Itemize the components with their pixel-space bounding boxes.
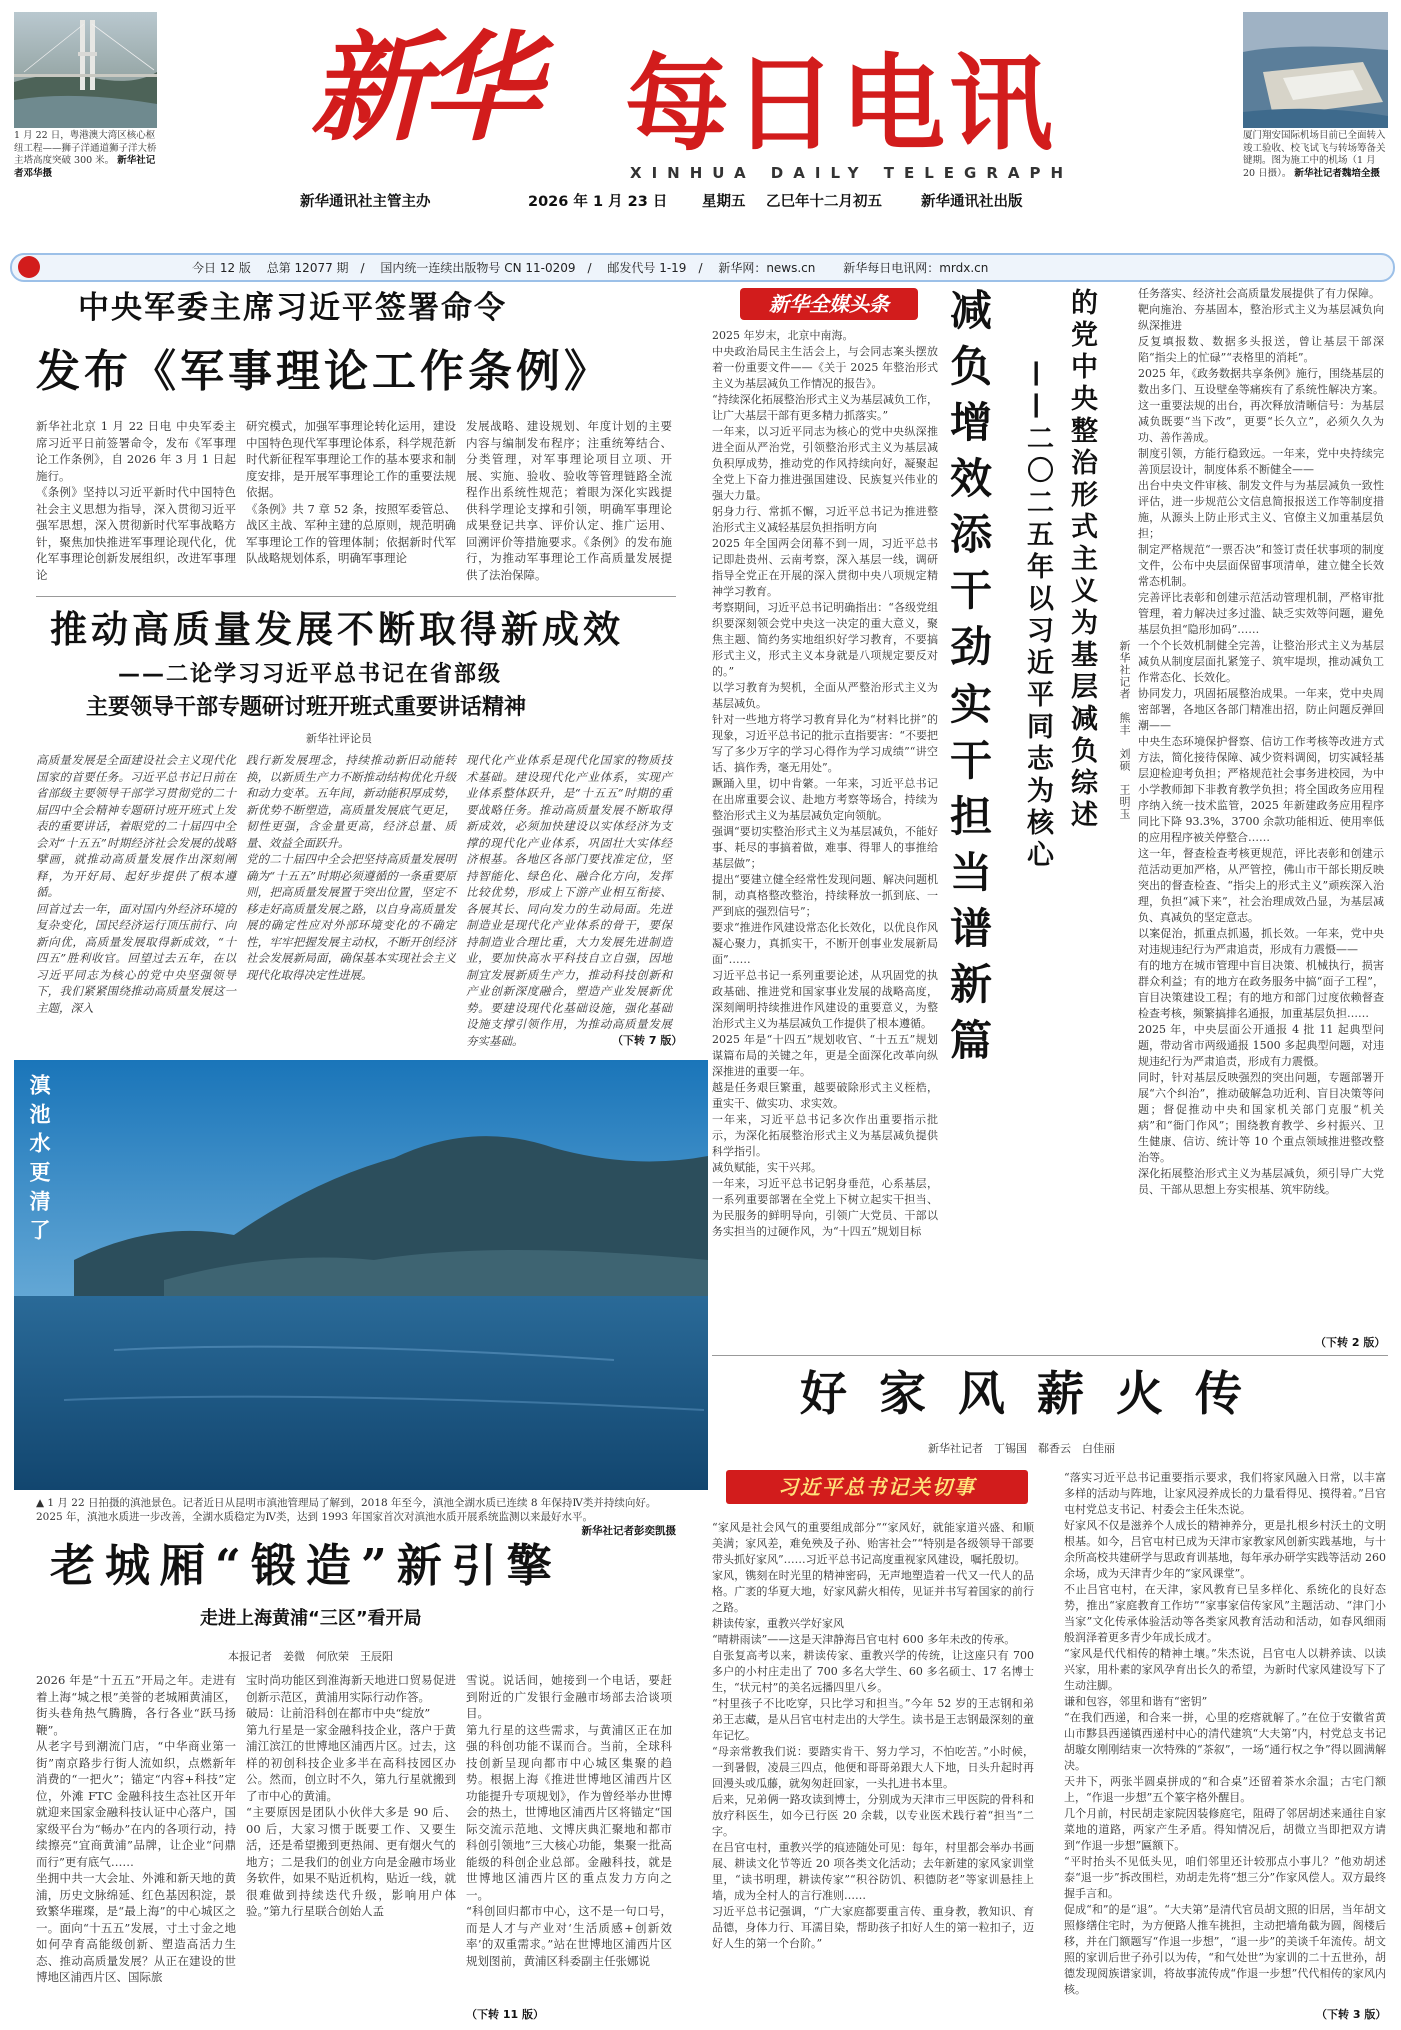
logo-script: 新华 xyxy=(310,18,535,157)
lunar-date: 乙巳年十二月初五 xyxy=(766,194,882,210)
masthead-right-caption: 厦门翔安国际机场目前已全面转入竣工验收、校飞试飞与转场筹备关键期。图为施工中的机场（1 月 20 日摄）。 新华社记者魏培全摄 xyxy=(1243,130,1386,179)
art4-col2: 任务落实、经济社会高质量发展提供了有力保障。 靶向施治、夯基固本，整治形式主义为基层减负向纵深推进 反复填报数、数据多头报送，曾让基层干部深陷“指尖上的忙碌”“表格里的消耗”。 2025 年，《政务数据共享条例》施行，围绕基层的数出多门、互设壁垒等痛疾有了系统性解决方案。这一重要法规的出台，再次释放清晰信号：为基层减负既要“当下改”，更要“长久立”，必须久久为功、善作善成。 制度引领，方能行稳致远。一年来，党中央持续完善顶层设计，制度体系不断健全—— 出台中央文件审核、制发文件与为基层减负一致性评估，进一步规范公文信息简报报送工作等制度措施，从源头上防止形式主义、官僚主义加重基层负担； 制定严格规范“一票否决”和签订责任状事项的制度文件，公布中央层面保留事项清单，建立健全长效常态机制。 完善评比表彰和创建示范活动管理机制，严格审批管理，着力解决过多过滥、缺乏实效等问题，避免基层负担“隐形加码”…… 一个个长效机制健全完善，让整治形式主义为基层减负从制度层面扎紧笼子、筑牢堤坝，推动减负工作常态化、长效化。 协同发力，巩固拓展整治成果。一年来，党中央周密部署，各地区各部门精准出招，防止问题反弹回潮—— 中央生态环境保护督察、信访工作考核等改进方式方法，简化接待保障、减少资料调阅，切实减轻基层迎检迎考负担；严格规范社会事务进校园，为中小学教师卸下非教育教学负担；将全国政务应用程序纳入统一技术监管，2025 年新建政务应用程序同比下降 93.3%，3700 余款功能相近、使用率低的应用程序被关停整合…… 这一年，督查检查考核更规范，评比表彰和创建示范活动更加严格，从严管控，佛山市干部长期反映突出的督查检查、“指尖上的形式主义”顽疾深入治理，负担“减下来”，社会治理成效凸显，为基层减负、真减负的坚定意志。 以案促治，抓重点抓遏，抓长效。一年来，党中央对违规违纪行为严肃追责，形成有力震慑—— 有的地方在城市管理中盲目决策、机械执行，损害群众利益；有的地方在政务服务中搞“面子工程”，盲目决策建设工程；有的地方和部门过度依赖督查检查考核，频繁搞排名通报，加重基层负担…… 2025 年，中央层面公开通报 4 批 11 起典型问题，带动省市两级通报 1500 多起典型问题，对违规违纪行为严肃追责，形成有力震慑。 同时，针对基层反映强烈的突出问题，专题部署开展“六个纠治”，推动破解急功近利、盲目决策等问题；督促推动中央和国家机关部门克服“机关病”和“衙门作风”；围绕教育教学、乡村振兴、卫生健康、信访、统计等 10 个重点领域推进整改整治等。 深化拓展整治形式主义为基层减负，须引导广大党员、干部从思想上夯实根基、筑牢防线。 xyxy=(1138,287,1384,1196)
info-total: 总第 12077 期 xyxy=(266,261,349,275)
logo-main: 每日电讯 xyxy=(625,43,1058,165)
masthead-right-credit: 新华社记者魏培全摄 xyxy=(1294,167,1380,179)
art4-col1: 2025 年岁末，北京中南海。 中央政治局民主生活会上，与会同志案头摆放着一份重要文件——《关于 2025 年整治形式主义为基层减负工作情况的报告》。 “持续深化拓展整治形式主义为基层减负工作，让广大基层干部有更多精力抓落实。” 一年来，以习近平同志为核心的党中央纵深推进全面从严治党，引领整治形式主义为基层减负积厚成势，推动党的作风持续向好，凝聚起全党上下奋力推进强国建设、民族复兴伟业的强大力量。 躬身力行、常抓不懈，习近平总书记为推进整治形式主义减轻基层负担指明方向 2025 年全国两会闭幕不到一周，习近平总书记即赴贵州、云南考察，深入基层一线，调研指导全党正在开展的深入贯彻中央八项规定精神学习教育。 考察期间，习近平总书记明确指出：“各级党组织要深刻领会党中央这一决定的重大意义，聚焦主题、简约务实地组织好学习教育，不要搞形式主义，形式主义本身就是八项规定要反对的。” 以学习教育为契机，全面从严整治形式主义为基层减负。 针对一些地方将学习教育异化为“材料比拼”的现象，习近平总书记的批示直指要害：“不要把写了多少万字的学习心得作为学习成绩”“讲空话、搞作秀，毫无用处”。 蹶踊入里，切中肯綮。一年来，习近平总书记在出席重要会议、赴地方考察等场合，持续为整治形式主义为基层减负定向领航。 强调“要切实整治形式主义为基层减负，不能好事、耗尽的事搞着做，难事、得罪人的事推给基层做”； 提出“要建立健全经常性发现问题、解决问题机制，动真格整改整治，持续释放一抓到底、一严到底的强烈信号”； 要求“推进作风建设常态化长效化，以优良作风凝心聚力，真抓实干，不断开创事业发展新局面”…… 习近平总书记一系列重要论述，从巩固党的执政基础、推进党和国家事业发展的战略高度，深刻阐明持续推进作风建设的重要意义，为整治形式主义为基层减负工作提供了根本遵循。 2025 年是“十四五”规划收官、“十五五”规划谋篇布局的关键之年，更是全面深化改革向纵深推进的重要一年。 越是任务艰巨繁重，越要破除形式主义桎梏，重实干、做实功、求实效。 一年来，习近平总书记多次作出重要指示批示，为深化拓展整治形式主义为基层减负提供科学指引。 减负赋能，实干兴邦。 一年来，习近平总书记躬身垂范，心系基层，一系列重要部署在全党上下树立起实干担当、为民服务的鲜明导向，引领广大党员、干部以务实担当的过硬作风，为“十四五”规划目标 xyxy=(712,329,938,1238)
info-post: 邮发代号 1-19 xyxy=(607,261,687,275)
photo-lake-credit: 新华社记者彭奕凯摄 xyxy=(581,1525,676,1537)
art5-tag: 习近平总书记关切事 xyxy=(726,1470,1028,1504)
masthead-left-caption: 1 月 22 日，粤港澳大湾区核心枢纽工程——狮子洋通道狮子洋大桥主塔高度突破 300 米。 新华社记者邓华摄 xyxy=(14,130,157,179)
art3-title: 老城厢“锻造”新引擎 xyxy=(50,1539,562,1592)
info-bar: 今日 12 版 总第 12077 期 / 国内统一连续出版物号 CN 11-0209 / 邮发代号 1-19 / 新华网：news.cn 新华每日电讯网：mrdx.cn xyxy=(10,253,1395,282)
art3-byline: 本报记者 姜微 何欣荣 王辰阳 xyxy=(228,1650,393,1663)
info-web-mrdx[interactable]: 新华每日电讯网：mrdx.cn xyxy=(843,261,989,275)
art2-subtitle2: 主要领导干部专题研讨班开班式重要讲话精神 xyxy=(86,695,527,720)
art5-col2: “落实习近平总书记重要指示要求，我们将家风融入日常，以丰富多样的活动与阵地，让家风浸养成长的力量看得见、摸得着。”吕官屯村党总支书记、村委会主任朱杰说。 好家风不仅是滋养个人成长的精神养分，更是扎根乡村沃土的文明根基。如今，吕官屯村已成为天津市家教家风创新实践基地，与十余所高校共建研学与思政育训基地，每年承办研学实践等活动 260 余场，成为天津青少年的“家风课堂”。 不止吕官屯村，在天津，家风教育已呈多样化、系统化的良好态势，推出“家庭教育工作坊”“家事家信传家风”主题活动、“津门小当家”文化传承体验活动等各类家风教育活动和活动，如春风细雨般润泽着更多青少年成长成才。 “家风是代代相传的精神土壤。”朱杰说，吕官屯人以耕养读、以读兴家，用朴素的家风孕育出长久的希望，为新时代家风建设写下了生动注脚。 谦和包容，邻里和谐有“密钥” “在我们西递，和合来一拼，心里的疙瘩就解了。”在位于安徽省黄山市黟县西递镇西递村中心的清代建筑“大夫第”内，村党总支书记胡璇女刚刚结束一次特殊的“茶叙”，一场“通行权之争”得以圆满解决。 天井下，两张半圆桌拼成的“和合桌”还留着茶水余温；古宅门额上，“作退一步想”五个篆字格外醒目。 几个月前，村民胡走家院因装修庭宅，阻碍了邻居胡述来通往自家菜地的道路，两家产生矛盾。得知情况后，胡微立当即把双方请到“作退一步想”匾额下。 “平时抬头不见低头见，咱们邻里还计较那点小事儿？”他劝胡述泰“退一步”拆改围栏，劝胡走先将“想三分”作家风偿人。双方最终握手言和。 促成“和”的是“退”。“大夫第”是清代官员胡文照的旧居，当年胡文照修缮住宅时，为方便路人推车挑担，主动把墙角截为圆，阁楼后移，并在门额题写“作退一步想”，“退一步”的美谈千年流传。胡文照的家训后世子孙引以为传，“和气处世”为家训的二十五世孙，胡德发现阅族谱家训，将故事流传成“作退一步想”代代相传的家风内核。 xyxy=(1064,1471,1386,1996)
masthead-photo-left xyxy=(14,12,157,128)
art1-kicker: 中央军委主席习近平签署命令 xyxy=(78,290,507,326)
art5-continued: （下转 3 版） xyxy=(1316,2008,1387,2021)
art5-col1: “家风是社会风气的重要组成部分”“家风好，就能家道兴盛、和顺美满；家风差，难免殃及子孙、贻害社会”“特别是各级领导干部要带头抓好家风”……习近平总书记高度重视家风建设，嘱托殷切。 家风，镌刻在时光里的精神密码，无声地塑造着一代又一代人的品格。广袤的华夏大地，好家风薪火相传，见证并书写着国家的前行之路。 耕读传家，重教兴学好家风 “晴耕雨读”——这是天津静海吕官屯村 600 多年未改的传承。 自张复高考以来，耕读传家、重教兴学的传统，让这座只有 700 多户的小村庄走出了 700 多名大学生、60 多名硕士、17 名博士生，“状元村”的美名远播四里八乡。 “村里孩子不比吃穿，只比学习和担当。”今年 52 岁的王志钢和弟弟王志藏，是从吕官屯村走出的大学生。读书是王志钢最深刻的童年记忆。 “母亲常教我们说：要踏实肯干、努力学习，不怕吃苦。”小时候，一到暑假，凌晨三四点，他便和哥哥弟跟大人下地，日头升起时再回漫头或瓜藤，就匆匆赶回家，一头扎进书本里。 后来，兄弟俩一路攻读到博士，分别成为天津市三甲医院的骨科和放疗科医生，如今已行医 20 余载，以专业医术践行着“担当”二字。 在吕官屯村，重教兴学的痕迹随处可见：每年，村里都会举办书画展、耕读文化节等近 20 项各类文化活动；去年新建的家风家训堂里，“读书明理，耕读传家”“积谷防饥、积德防老”等家训悬挂上墙，成为全村人的言行准则…… 习近平总书记强调，“广大家庭都要重言传、重身教，教知识、育品德，身体力行、耳濡目染，帮助孩子扣好人生的第一粒扣子，迈好人生的第一个台阶。” xyxy=(712,1521,1034,1950)
art2-continued: （下转 7 版） xyxy=(612,1034,683,1047)
art3-continued: （下转 11 版） xyxy=(466,2008,544,2021)
publisher-left: 新华通讯社主管主办 xyxy=(300,194,431,210)
masthead-logo xyxy=(300,18,1100,182)
art5-title: 好家风薪火传 xyxy=(800,1367,1274,1422)
photo-dianchi-lake xyxy=(14,1060,708,1490)
art1-col2: 研究模式，加强军事理论转化运用，建设中国特色现代军事理论体系，科学规范新时代新征程军事理论工作的基本要求和制度安排，是开展军事理论工作的重要法规依据。 《条例》共 7 章 52 条，按照军委管总、战区主战、军种主建的总原则，规范明确军事理论工作的管理体制；依据新时代军队战略规划体系，明确军事理论 xyxy=(246,419,456,565)
art2-title: 推动高质量发展不断取得新成效 xyxy=(50,607,624,651)
art3-subtitle: 走进上海黄浦“三区”看开局 xyxy=(200,1608,422,1629)
art4-subtitle-1: ——二〇二五年以习近平同志为核心 xyxy=(1022,360,1053,872)
issue-date: 2026 年 1 月 23 日 xyxy=(528,194,668,210)
art5-byline: 新华社记者 丁锡国 郗香云 白佳丽 xyxy=(928,1442,1115,1455)
art3-col1: 2026 年是“十五五”开局之年。走进有着上海“城之根”美誉的老城厢黄浦区，街头巷角热气腾腾，各行各业“跃马扬鞭”。 从老字号到潮流门店，“中华商业第一街”南京路步行街人流如织，点燃新年消费的“一把火”；锚定“内容+科技”定位，外滩 FTC 金融科技生态社区开年就迎来国家金融科技认证中心落户，国家级平台为“畅办”在内的各项行动，持续擦亮“宜商黄浦”品牌，让企业“问鼎而行”更有底气…… 坐拥中共一大会址、外滩和新天地的黄浦，历史文脉绵延、红色基因积淀，景致繁华璀璨，是“最上海”的中心城区之一。面向“十五五”发展，寸土寸金之地如何孕育高能级创新、塑造高活力生态、推动高质量发展？从正在建设的世博地区浦西片区、国际旅 xyxy=(36,1673,236,1984)
xinhua-emblem-icon xyxy=(18,256,40,278)
art4-reporter: 新华社记者 熊丰 刘硕 王明玉 xyxy=(1118,640,1131,820)
info-cn: 国内统一连续出版物号 CN 11-0209 xyxy=(380,261,576,275)
logo-english: XINHUA DAILY TELEGRAPH xyxy=(630,164,1074,182)
weekday: 星期五 xyxy=(702,194,746,210)
art3-col2: 宝时尚功能区到淮海新天地进口贸易促进创新示范区，黄浦用实际行动作答。 破局：让前沿科创在都市中央“绽放” 第九行星是一家金融科技企业，落户于黄浦江滨江的世博地区浦西片区。过去，这样的初创科技企业多半在高科技园区办公。然而，创立时不久，第九行星就搬到了市中心的黄浦。 “主要原因是团队小伙伴大多是 90 后、00 后，大家习惯于既要工作、又要生活，还是希望搬到更热闹、更有烟火气的地方；二是我们的创业方向是金融市场业务软件，如果不贴近机构，贴近一线，就很难做到持续迭代升级，影响用户体验。”第九行星联合创始人孟 xyxy=(246,1673,456,1918)
masthead-photo-right xyxy=(1243,12,1388,128)
info-today: 今日 12 版 xyxy=(192,261,251,275)
photo-lake-caption: ▲ 1 月 22 日拍摄的滇池景色。记者近日从昆明市滇池管理局了解到，2018 年至今，滇池全湖水质已连续 8 年保持Ⅳ类并持续向好。2025 年，滇池水质进一步改善，全湖水质稳定为Ⅳ类，达到 1993 年国家首次对滇池水质开展系统监测以来最好水平。 新华社记者彭奕凯摄 xyxy=(36,1497,676,1537)
art4-title-2: 实干担当谱新篇 xyxy=(944,682,993,1074)
art1-col1: 新华社北京 1 月 22 日电 中央军委主席习近平日前签署命令，发布《军事理论工作条例》，自 2026 年 3 月 1 日起施行。 《条例》坚持以习近平新时代中国特色社会主义思想为指导，深入贯彻习近平强军思想，深入贯彻新时代军事战略方针，聚焦加快推进军事理论现代化，优化军事理论创新发展组织，改进军事理论 xyxy=(36,419,236,582)
art3-col3: 雪说。说话间，她接到一个电话，要赶到附近的广发银行金融市场部去洽谈项目。 第九行星的这些需求，与黄浦区正在加强的科创功能不谋而合。当前，全球科技创新呈现向都市中心城区集聚的趋势。根据上海《推进世博地区浦西片区功能提升专项规划》，作为曾经举办世博会的热土，世博地区浦西片区将锚定“国际交流示范地、文博庆典汇聚地和都市科创引领地”三大核心功能，集聚一批高能级的科创企业总部。金融科技，就是世博地区浦西片区的重点发力方向之一。 “科创回归都市中心，这不是一句口号，而是人才与产业对‘生活质感+创新效率’的双重需求。”站在世博地区浦西片区规划图前，黄浦区科委副主任张娜说 xyxy=(466,1673,672,1968)
art2-col3: 现代化产业体系是现代化国家的物质技术基础。建设现代化产业体系，实现产业体系整体跃升，是“十五五”时期的重要战略任务。推动高质量发展不断取得新成效，必须加快建设以实体经济为支撑的现代化产业体系，巩固壮大实体经济根基。各地区各部门要找准定位，坚持智能化、绿色化、融合化方向，发挥比较优势，形成上下游产业相互衔接、各展其长、同向发力的生动局面。先进制造业是现代化产业体系的骨干，要保持制造业合理比重，大力发展先进制造业，要加快高水平科技自立自强，因地制宜发展新质生产力，推动科技创新和产业创新深度融合，塑造产业发展新优势。要建设现代化基础设施，强化基础设施支撑引领作用，为推动高质量发展夯实基础。 xyxy=(466,753,672,1048)
art4-subtitle-2: 的党中央整治形式主义为基层减负综述 xyxy=(1066,288,1097,832)
art4-title-1: 减负增效添干劲 xyxy=(944,288,993,680)
photo-overlay-title: 滇池水更清了 xyxy=(27,1074,51,1248)
art1-title: 发布《军事理论工作条例》 xyxy=(36,346,612,397)
art1-col3: 发展战略、建设规划、年度计划的主要内容与编制发布程序；注重统筹结合、分类管理，对军事理论项目立项、开展、实施、验收、验收等管理链路全流程作出系统性规范；着眼为深化实践提供科学理论支撑和引领，明确军事理论成果登记共享、评价认定、推广运用、回溯评价等措施要求。《条例》的发布施行，为推动军事理论工作高质量发展提供了法治保障。 xyxy=(466,419,672,582)
art2-byline: 新华社评论员 xyxy=(306,732,372,745)
masthead-dateline xyxy=(300,188,1100,214)
masthead-left-credit: 新华社记者邓华摄 xyxy=(14,155,156,179)
art2-subtitle: ——二论学习习近平总书记在省部级 xyxy=(118,662,503,687)
art2-col2: 践行新发展理念，持续推动新旧动能转换，以新质生产力不断推动结构优化升级和动力变革。五年间，新动能积厚成势，新优势不断塑造，高质量发展底气更足，韧性更强，含金量更高，经济总量、质量、效益全面跃升。 党的二十届四中全会把坚持高质量发展明确为“十五五”时期必须遵循的一条重要原则，把高质量发展置于突出位置，坚定不移走好高质量发展之路，以自身高质量发展的确定性应对外部环境变化的不确定性，牢牢把握发展主动权，不断开创经济社会发展新局面，确保基本实现社会主义现代化取得决定性进展。 xyxy=(246,753,456,982)
publisher-right: 新华通讯社出版 xyxy=(921,194,1023,210)
info-web-news[interactable]: 新华网：news.cn xyxy=(718,261,816,275)
art4-continued: （下转 2 版） xyxy=(1315,1336,1386,1349)
art2-col1: 高质量发展是全面建设社会主义现代化国家的首要任务。习近平总书记日前在省部级主要领导干部学习贯彻党的二十届四中全会精神专题研讨班开班式上发表的重要讲话，着眼党的二十届四中全会对“十五五”时期经济社会发展的战略擘画，就推动高质量发展作出深刻阐释，为开好局、起好步提供了根本遵循。 回首过去一年，面对国内外经济环境的复杂变化，国民经济运行顶压前行、向新向优，高质量发展取得新成效，“十四五”胜利收官。回望过去五年，在以习近平同志为核心的党中央坚强领导下，我们紧紧围绕推动高质量发展这一主题，深入 xyxy=(36,753,236,1015)
art4-tag: 新华全媒头条 xyxy=(740,288,918,320)
